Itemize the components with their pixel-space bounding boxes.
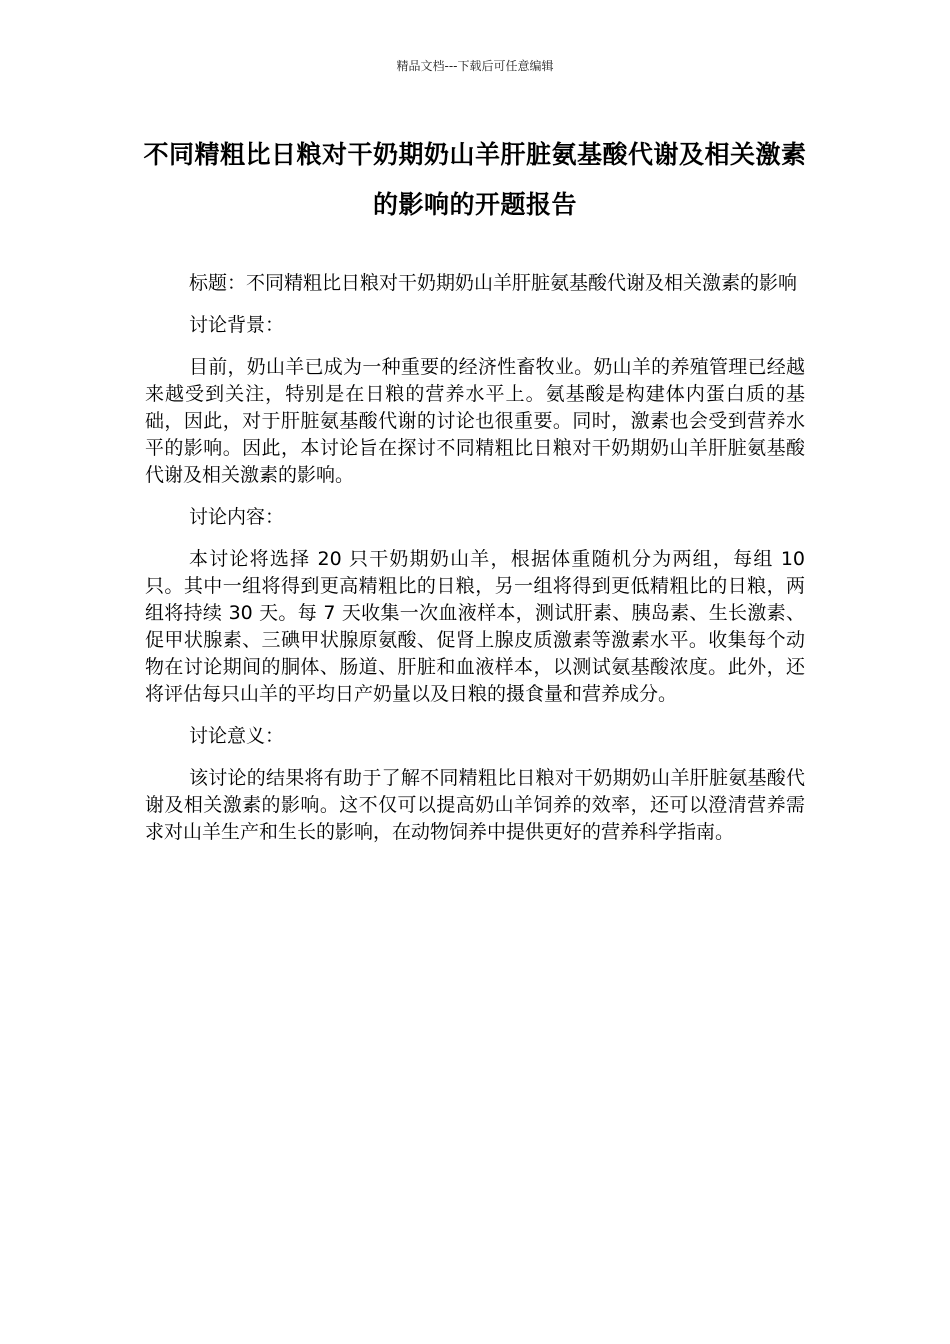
document-body: [145, 270, 805, 861]
background-paragraph: 目前，奶山羊已成为一种重要的经济性畜牧业。奶山羊的养殖管理已经越来越受到关注，特别是在日粮的营养水平上。氨基酸是构建体内蛋白质的基础，因此，对于肝脏氨基酸代谢的讨论也很重要。同时，激素也会受到营养水平的影响。因此，本讨论旨在探讨不同精粗比日粮对干奶期奶山羊肝脏氨基酸代谢及相关激素的影响。: [145, 356, 805, 486]
title-line-paragraph: 标题：不同精粗比日粮对干奶期奶山羊肝脏氨基酸代谢及相关激素的影响: [189, 272, 798, 294]
header-note: 精品文档---下载后可任意编辑: [396, 59, 554, 73]
content-heading: 讨论内容：: [189, 506, 285, 528]
significance-paragraph: 该讨论的结果将有助于了解不同精粗比日粮对干奶期奶山羊肝脏氨基酸代谢及相关激素的影响。这不仅可以提高奶山羊饲养的效率，还可以澄清营养需求对山羊生产和生长的影响，在动物饲养中提供更好的营养科学指南。: [145, 767, 805, 843]
content-paragraph: 本讨论将选择 20 只干奶期奶山羊，根据体重随机分为两组，每组 10 只。其中一组将得到更高精粗比的日粮，另一组将得到更低精粗比的日粮，两组将持续 30 天。每 7 天收集一次血液样本，测试肝素、胰岛素、生长激素、促甲状腺素、三碘甲状腺原氨酸、促肾上腺皮质激素等激素水平。收集每个动物在讨论期间的胴体、肠道、肝脏和血液样本，以测试氨基酸浓度。此外，还将评估每只山羊的平均日产奶量以及日粮的摄食量和营养成分。: [145, 548, 805, 705]
significance-heading: 讨论意义：: [189, 725, 285, 747]
background-heading: 讨论背景：: [189, 314, 285, 336]
document-title: 不同精粗比日粮对干奶期奶山羊肝脏氨基酸代谢及相关激素的影响的开题报告: [143, 140, 807, 219]
